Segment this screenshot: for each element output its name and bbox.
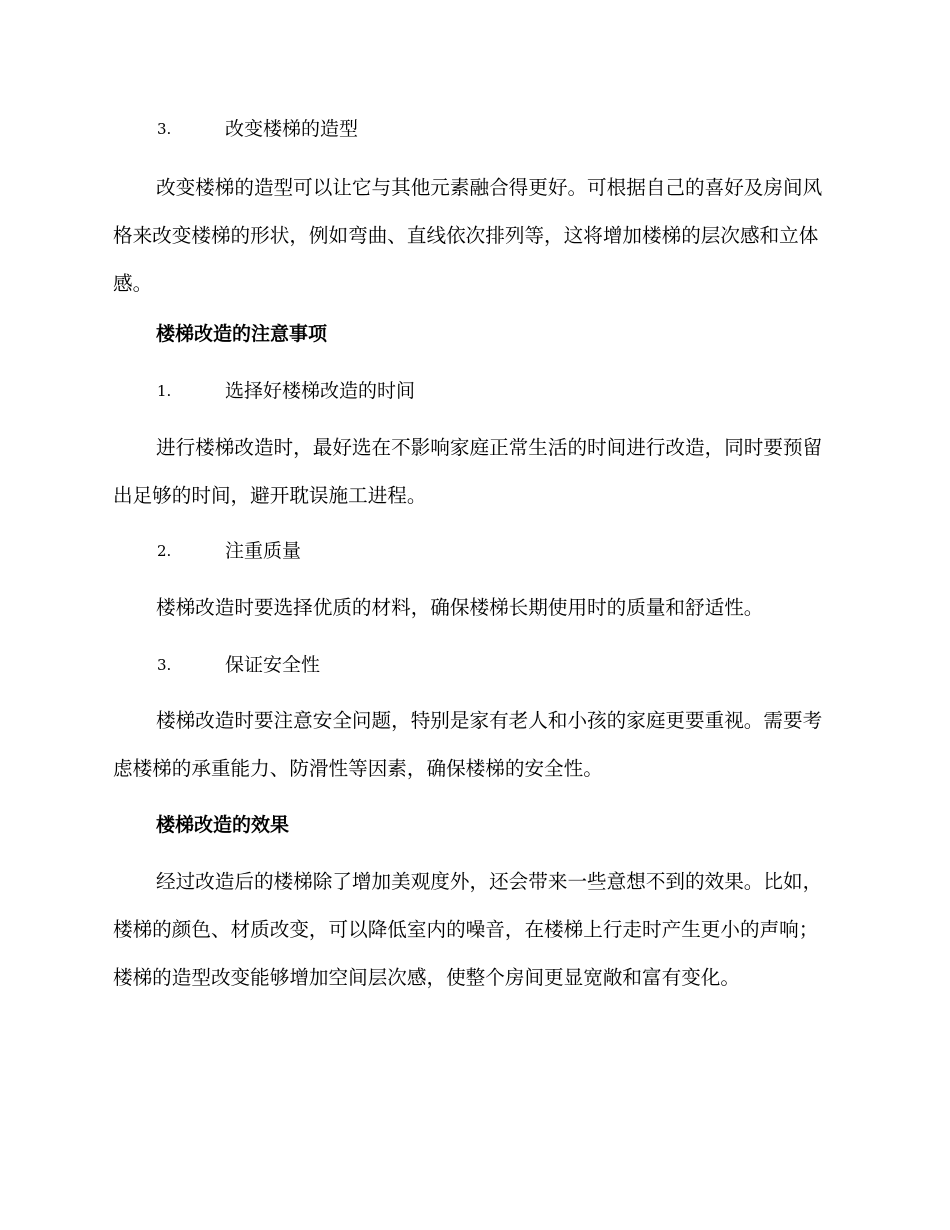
paragraph-timing: 进行楼梯改造时，最好选在不影响家庭正常生活的时间进行改造，同时要预留出足够的时间，避开耽误施工进程。 (113, 436, 823, 507)
item-title-quality: 注重质量 (225, 540, 302, 562)
item-number: 3. (157, 120, 172, 138)
item-title-change-shape: 改变楼梯的造型 (225, 118, 359, 140)
paragraph-quality: 楼梯改造时要选择优质的材料，确保楼梯长期使用时的质量和舒适性。 (156, 596, 764, 619)
paragraph-effects: 经过改造后的楼梯除了增加美观度外，还会带来一些意想不到的效果。比如，楼梯的颜色、材质改变，可以降低室内的噪音，在楼梯上行走时产生更小的声响；楼梯的造型改变能够增加空间层次感，使整个房间更显宽敞和富有变化。 (113, 870, 823, 989)
item-number: 3. (157, 656, 172, 674)
item-number: 2. (157, 542, 172, 560)
section-heading-precautions: 楼梯改造的注意事项 (156, 323, 328, 345)
item-number: 1. (157, 382, 172, 400)
section-heading-effects: 楼梯改造的效果 (156, 814, 290, 836)
paragraph-safety: 楼梯改造时要注意安全问题，特别是家有老人和小孩的家庭更要重视。需要考虑楼梯的承重能力、防滑性等因素，确保楼梯的安全性。 (113, 709, 823, 780)
item-title-timing: 选择好楼梯改造的时间 (225, 380, 416, 402)
item-title-safety: 保证安全性 (225, 654, 321, 676)
paragraph-change-shape: 改变楼梯的造型可以让它与其他元素融合得更好。可根据自己的喜好及房间风格来改变楼梯的形状，例如弯曲、直线依次排列等，这将增加楼梯的层次感和立体感。 (113, 176, 823, 295)
